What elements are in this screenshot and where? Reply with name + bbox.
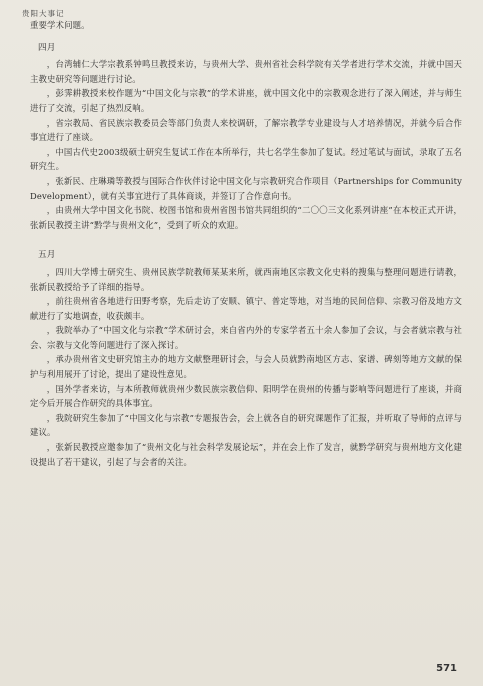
lead-line: 重要学术问题。	[30, 20, 90, 30]
entry-paragraph: ，前往贵州省各地进行田野考察，先后走访了安顺、镇宁、普定等地，对当地的民间信仰、宗教习俗及地方文献进行了实地调查，收获颇丰。	[30, 296, 462, 321]
april-entries	[30, 57, 462, 232]
month-heading-april: 四月	[38, 42, 56, 53]
entry-paragraph: ，省宗教局、省民族宗教委员会等部门负责人来校调研，了解宗教学专业建设与人才培养情况，并就今后合作事宜进行了座谈。	[30, 117, 462, 143]
may-entries	[30, 265, 462, 469]
entry-paragraph: ，国外学者来访，与本所教师就贵州少数民族宗教信仰、阳明学在贵州的传播与影响等问题进行了座谈，并商定今后开展合作研究的具体事宜。	[30, 383, 462, 409]
entry-paragraph: ，我院举办了“中国文化与宗教”学术研讨会，来自省内外的专家学者五十余人参加了会议，与会者就宗教与社会、宗教与文化等问题进行了深入探讨。	[30, 325, 462, 350]
running-header: 贵阳大事记	[22, 9, 65, 18]
entry-paragraph: ，中国古代史2003级硕士研究生复试工作在本所举行，共七名学生参加了复试。经过笔试与面试，录取了五名研究生。	[30, 146, 462, 172]
entry-paragraph: ，张新民教授应邀参加了“贵州文化与社会科学发展论坛”，并在会上作了发言，就黔学研究与贵州地方文化建设提出了若干建议，引起了与会者的关注。	[30, 442, 462, 467]
entry-paragraph: ，我院研究生参加了“中国文化与宗教”专题报告会，会上就各自的研究课题作了汇报，并听取了导师的点评与建议。	[30, 412, 462, 438]
month-heading-may: 五月	[38, 250, 56, 261]
entry-paragraph: ，承办贵州省文史研究馆主办的地方文献整理研讨会，与会人员就黔南地区方志、家谱、碑刻等地方文献的保护与利用展开了讨论，提出了建设性意见。	[30, 354, 462, 380]
entry-paragraph: ，张新民、庄琳璘等教授与国际合作伙伴讨论中国文化与宗教研究合作项目（Partnerships for Community Development），就有关事宜进行了具体商谈，并签订了合作意向书。	[30, 175, 462, 201]
document-body	[30, 18, 462, 469]
entry-paragraph: ，台湾辅仁大学宗教系钟鸣旦教授来访，与贵州大学、贵州省社会科学院有关学者进行学术交流，并就中国天主教史研究等问题进行讨论。	[30, 59, 462, 84]
entry-paragraph: ，彭霁耕教授来校作题为“中国文化与宗教”的学术讲座，就中国文化中的宗教观念进行了深入阐述，并与师生进行了交流，引起了热烈反响。	[30, 88, 462, 113]
entry-paragraph: ，由贵州大学中国文化书院、校图书馆和贵州省图书馆共同组织的“二〇〇三文化系列讲座”在本校正式开讲，张新民教授主讲“黔学与贵州文化”，受到了听众的欢迎。	[30, 205, 462, 230]
page-number: 571	[436, 663, 457, 674]
entry-paragraph: ，四川大学博士研究生、贵州民族学院教师某某来所，就西南地区宗教文化史料的搜集与整理问题进行请教，张新民教授给予了详细的指导。	[30, 266, 462, 292]
